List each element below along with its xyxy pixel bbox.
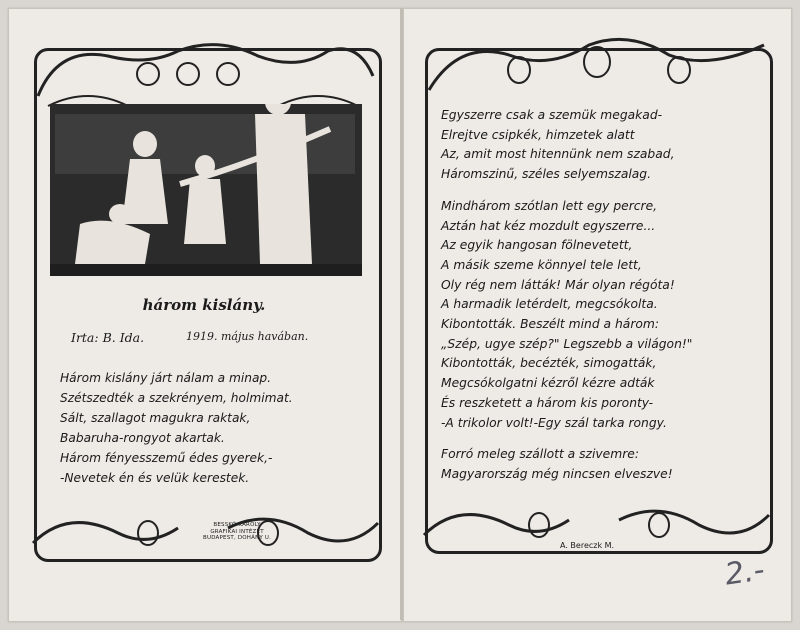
poem-line: És reszketett a három kis poronty- [441, 395, 654, 410]
poem-line: Kibontották. Beszélt mind a három: [441, 317, 660, 332]
right-page-content [403, 8, 790, 620]
poem-line: Az egyik hangosan fölnevetett, [441, 238, 633, 253]
printer-line: BUDAPEST, DOHÁNY U. [203, 535, 272, 541]
poem-line: Háromszinű, széles selyemszalag. [441, 167, 652, 182]
poem-line: Magyarország még nincsen elveszve! [441, 466, 673, 481]
poem-line: A másik szeme könnyel tele lett, [441, 257, 642, 272]
poem-line: Kibontották, becézték, simogatták, [441, 356, 657, 371]
left-page-content [8, 8, 400, 620]
poem-line: Sált, szallagot magukra raktak, [60, 411, 251, 425]
poem-line: Egyszerre csak a szemük megakad- [441, 108, 663, 122]
poem-line: -Nevetek én és velük kerestek. [60, 471, 250, 485]
poem-line: Az, amit most hitennünk nem szabad, [441, 147, 675, 162]
poem-line: Három fényesszemű édes gyerek,- [60, 451, 273, 465]
left-bottom-ornament [28, 503, 384, 563]
artist-signature: A. Bereczk M. [560, 541, 615, 550]
poem-line: Megcsókolgatni kézről kézre adták [441, 376, 655, 391]
pencil-price-note: 2.- [722, 552, 767, 593]
illustration-three-girls [50, 104, 362, 276]
printer-line: GRAFIKAI INTÉZET [210, 528, 264, 535]
date-line: 1919. május havában. [186, 330, 309, 343]
poem-line: „Szép, ugye szép?" Legszebb a világon!" [441, 336, 693, 351]
poem-line: Mindhárom szótlan lett egy percre, [441, 198, 658, 213]
poem-line: Szétszedték a szekrényem, holmimat. [60, 391, 293, 405]
right-poem [441, 106, 692, 485]
left-poem [60, 368, 293, 488]
poem-title: három kislány. [142, 296, 266, 314]
poem-line: Elrejtve csipkék, himzetek alatt [441, 127, 635, 142]
poem-line: -A trikolor volt!-Egy szál tarka rongy. [441, 415, 667, 430]
poem-line: Forró meleg szállott a szivemre: [441, 447, 639, 462]
poem-line: Babaruha-rongyot akartak. [60, 431, 225, 445]
author-line: Irta: B. Ida. [71, 330, 145, 345]
poem-line: Három kislány járt nálam a minap. [60, 371, 272, 385]
printer-line: BESSKÓ KÁROLY [213, 522, 261, 528]
right-top-ornament [419, 30, 775, 105]
poem-line: Aztán hat kéz mozdult egyszerre... [441, 218, 656, 233]
poem-line: A harmadik letérdelt, megcsókolta. [441, 297, 658, 312]
poem-line: Oly rég nem látták! Már olyan régóta! [441, 277, 675, 292]
